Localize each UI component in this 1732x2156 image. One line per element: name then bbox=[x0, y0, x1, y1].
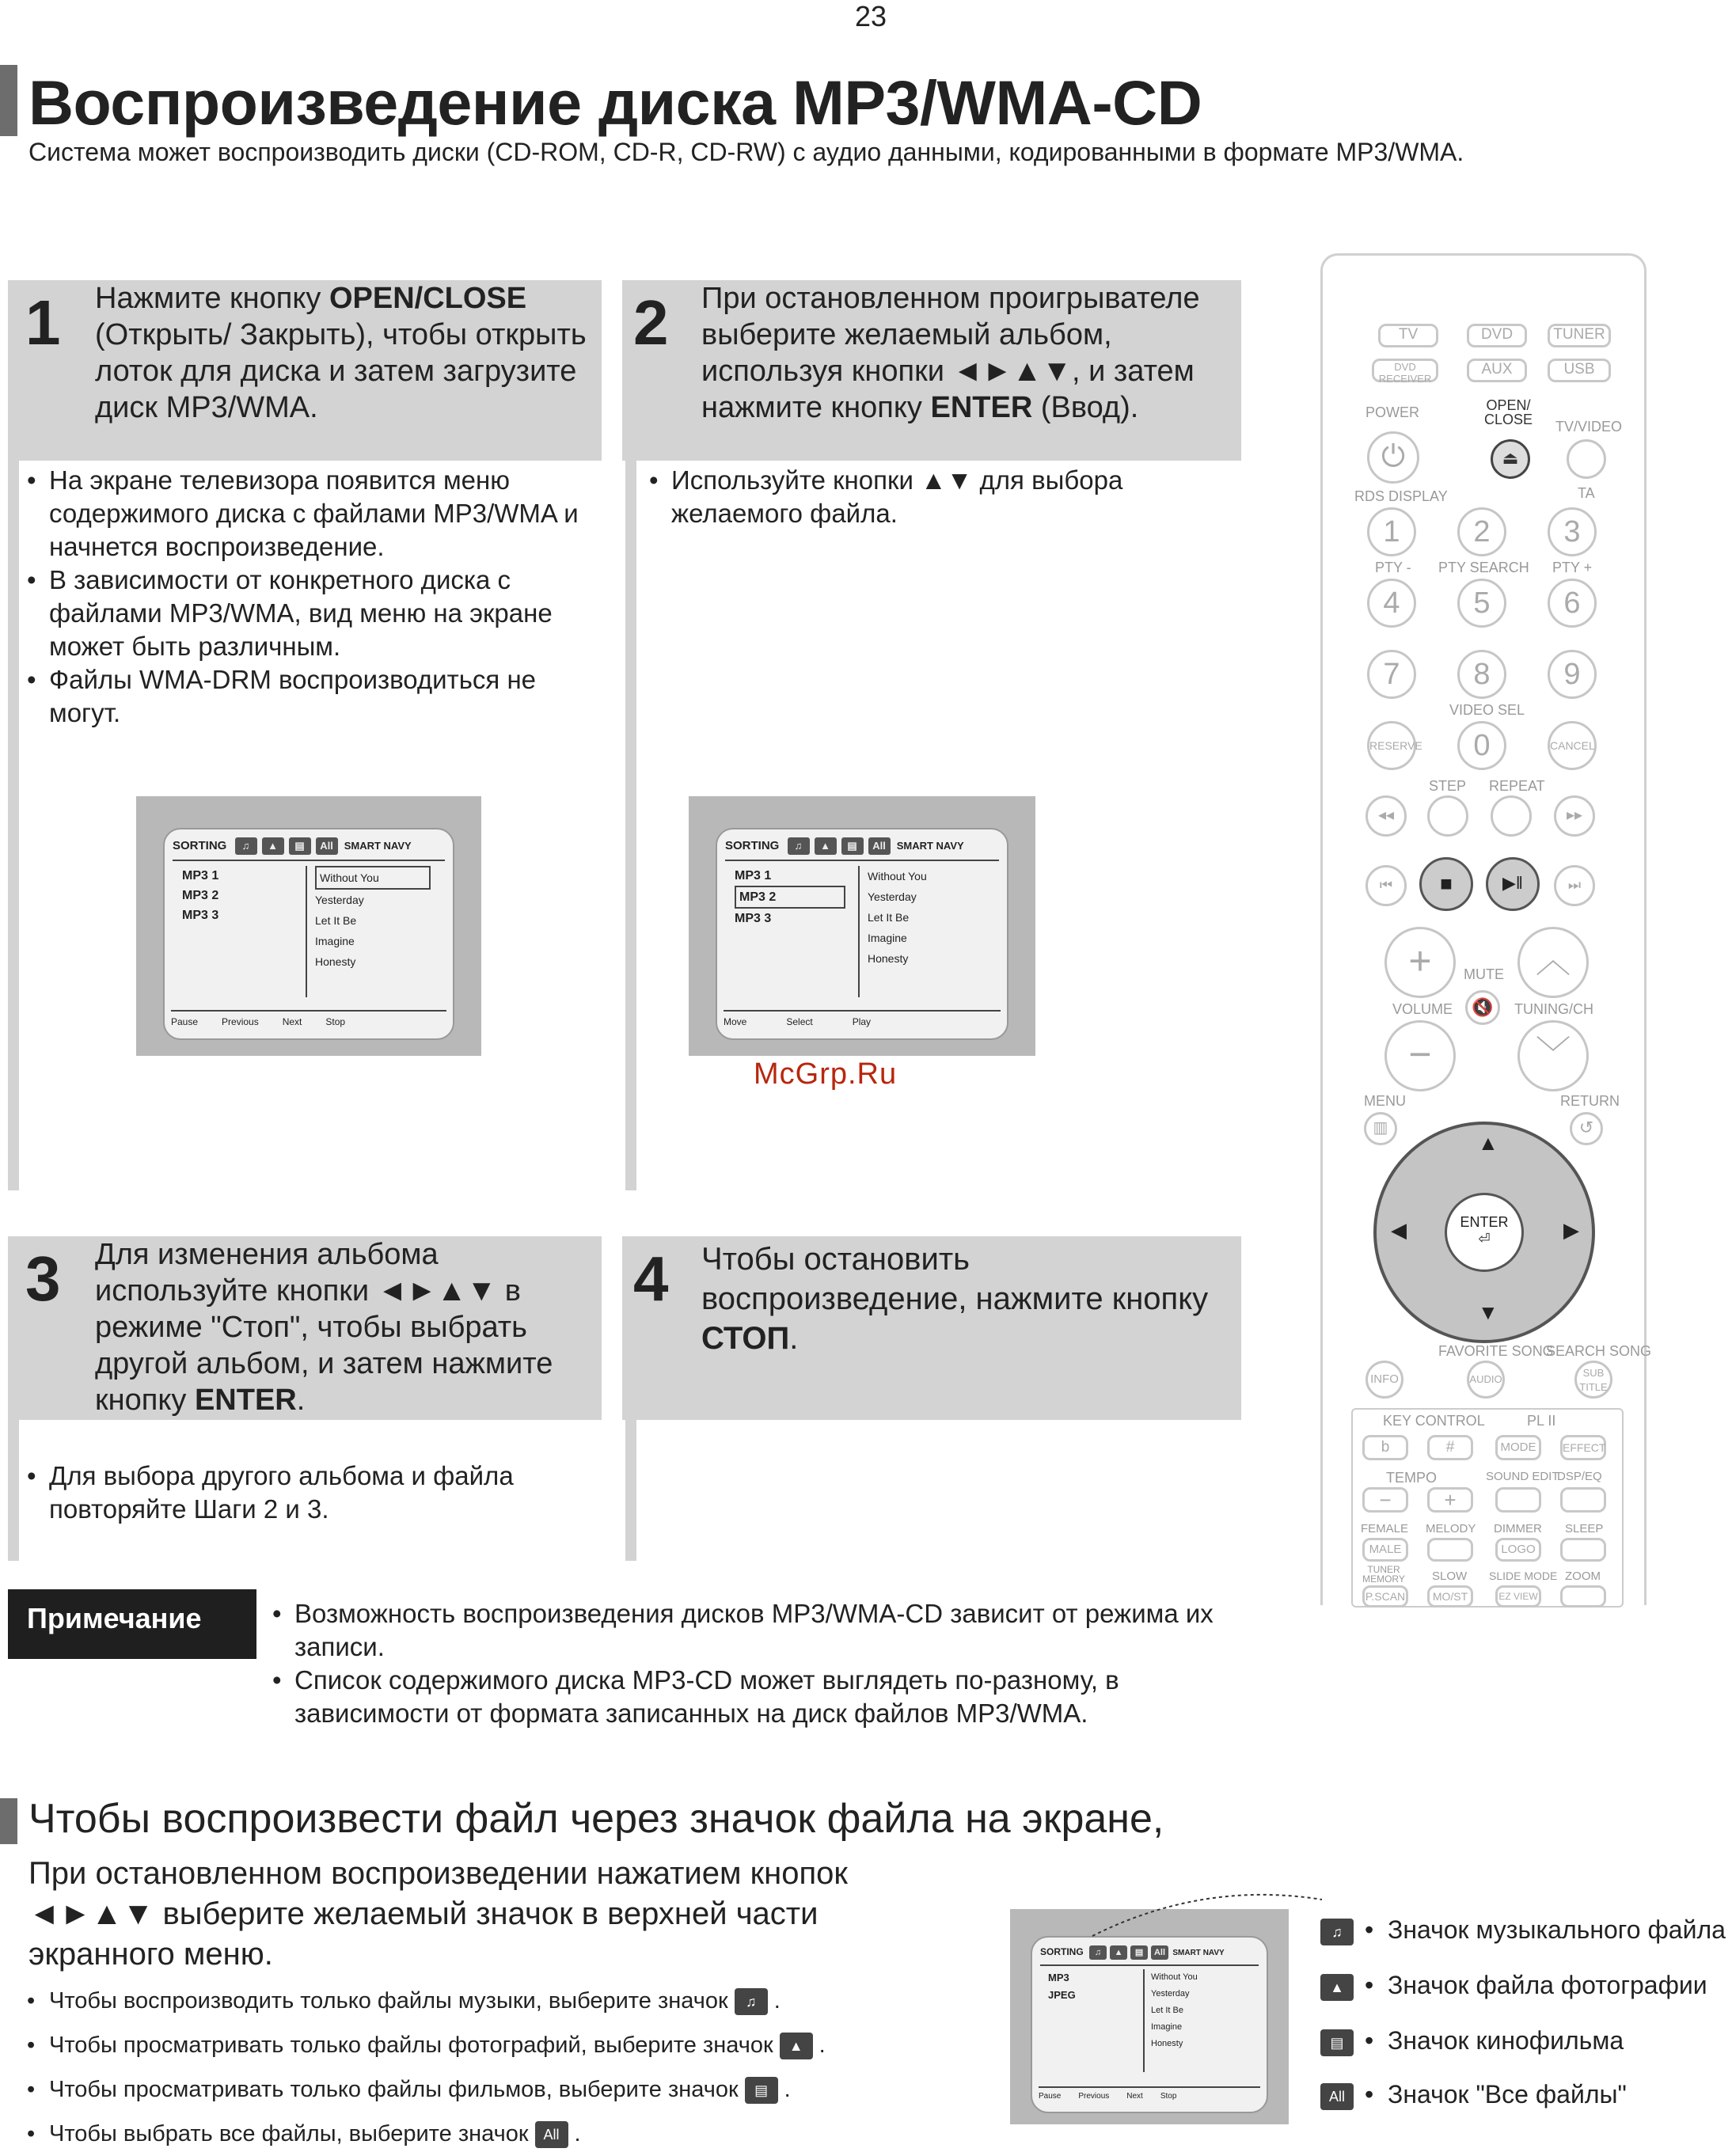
usb-button[interactable]: USB bbox=[1548, 359, 1611, 382]
music-icon: ♫ bbox=[1089, 1945, 1107, 1960]
movie-icon: ▤ bbox=[1320, 2029, 1354, 2056]
rds-display-label: RDS DISPLAY bbox=[1354, 488, 1448, 504]
return-label: RETURN bbox=[1560, 1093, 1620, 1109]
repeat-label: REPEAT bbox=[1489, 778, 1545, 794]
note-label: Примечание bbox=[8, 1589, 256, 1659]
sleep-button[interactable] bbox=[1560, 1538, 1606, 1562]
stop-button[interactable]: ■ bbox=[1419, 857, 1473, 911]
step-label: STEP bbox=[1429, 778, 1467, 794]
list-item: • Список содержимого диска MP3-CD может выглядеть по-разному, в зависимости от формата записанных на диск файлов MP3/WMA. bbox=[271, 1664, 1252, 1730]
all-icon: All bbox=[868, 837, 891, 855]
tv-video-button[interactable] bbox=[1567, 439, 1606, 479]
title-accent-bar bbox=[0, 65, 17, 136]
step2-text: При остановленном проигрывателе выберите желаемый альбом, используя кнопки ◄►▲▼, и затем нажмите кнопку ENTER (Ввод). bbox=[701, 282, 1200, 424]
song-item: Yesterday bbox=[868, 890, 917, 903]
list-item: • Чтобы воспроизводить только файлы музыки, выберите значок ♫ . bbox=[25, 1979, 991, 2023]
page-title: Воспроизведение диска MP3/WMA-CD bbox=[28, 67, 1202, 138]
movie-icon: ▤ bbox=[289, 837, 311, 855]
footer-previous: Previous bbox=[222, 1016, 259, 1027]
arrow-left-icon[interactable]: ◀ bbox=[1391, 1218, 1407, 1242]
repeat-button[interactable] bbox=[1491, 795, 1532, 837]
movie-icon: ▤ bbox=[841, 837, 864, 855]
footer-pause: Pause bbox=[171, 1016, 199, 1027]
tuning-label: TUNING/CH bbox=[1514, 1001, 1593, 1017]
all-icon: All bbox=[1151, 1945, 1168, 1960]
step2-number: 2 bbox=[633, 287, 669, 358]
step-button[interactable] bbox=[1427, 795, 1468, 837]
list-item: • На экране телевизора появится меню содержимого диска с файлами MP3/WMA и начнется воспроизведение. bbox=[25, 464, 611, 564]
power-label: POWER bbox=[1365, 404, 1420, 420]
digit-2-button[interactable]: 2 bbox=[1457, 507, 1506, 556]
list-item: • Чтобы просматривать только файлы фильмов, выберите значок ▤ . bbox=[25, 2067, 991, 2112]
melody-button[interactable] bbox=[1427, 1538, 1473, 1562]
movie-icon: ▤ bbox=[1130, 1945, 1148, 1960]
digit-3-button[interactable]: 3 bbox=[1548, 507, 1597, 556]
video-sel-label: VIDEO SEL bbox=[1449, 702, 1525, 718]
sorting-label: SORTING bbox=[173, 838, 227, 852]
all-icon: All bbox=[1320, 2083, 1354, 2110]
aux-button[interactable]: AUX bbox=[1467, 359, 1527, 382]
digit-7-button[interactable]: 7 bbox=[1367, 650, 1416, 699]
footer-next: Next bbox=[282, 1016, 302, 1027]
tv-button[interactable]: TV bbox=[1378, 324, 1438, 347]
photo-icon: ▲ bbox=[1110, 1945, 1127, 1960]
song-item: Imagine bbox=[868, 932, 907, 944]
search-song-label: SEARCH SONG bbox=[1546, 1343, 1652, 1359]
list-item: • Для выбора другого альбома и файла повторяйте Шаги 2 и 3. bbox=[25, 1459, 611, 1526]
music-icon: ♫ bbox=[235, 837, 257, 855]
section2-text: При остановленном воспроизведении нажатием кнопок ◄►▲▼ выберите желаемый значок в верхней части экранного меню. bbox=[28, 1856, 848, 1972]
note-bullets bbox=[271, 1597, 1252, 1730]
slide-mode-label: SLIDE MODE bbox=[1489, 1570, 1558, 1582]
song-item: Let It Be bbox=[315, 914, 357, 927]
effect-button[interactable]: EFFECT bbox=[1560, 1435, 1606, 1460]
dsp-eq-button[interactable] bbox=[1560, 1487, 1606, 1513]
tuning-down-button[interactable]: ﹀ bbox=[1517, 1020, 1589, 1091]
album-item: MP3 2 bbox=[735, 886, 845, 909]
album-item: MP3 2 bbox=[182, 889, 219, 902]
screen-2 bbox=[689, 796, 1035, 1056]
p-scan-button[interactable]: P.SCAN bbox=[1362, 1585, 1408, 1608]
male-button[interactable]: MALE bbox=[1362, 1538, 1408, 1562]
audio-button[interactable]: AUDIO bbox=[1467, 1361, 1505, 1399]
digit-5-button[interactable]: 5 bbox=[1457, 579, 1506, 628]
page-number: 23 bbox=[854, 0, 887, 32]
step1-number: 1 bbox=[25, 287, 61, 358]
smart-navy-label: SMART NAVY bbox=[1172, 1949, 1225, 1958]
enter-button[interactable]: ENTER ⏎ bbox=[1445, 1193, 1524, 1272]
previous-icon[interactable]: ⏮ bbox=[1365, 865, 1407, 906]
dsp-eq-label: DSP/EQ bbox=[1557, 1470, 1602, 1483]
digit-8-button[interactable]: 8 bbox=[1457, 650, 1506, 699]
legend-photo: ▲ • Значок файла фотографии bbox=[1320, 1971, 1707, 2001]
photo-icon: ▲ bbox=[262, 837, 284, 855]
mute-label: MUTE bbox=[1464, 966, 1504, 982]
footer-select: Select bbox=[786, 1016, 813, 1027]
song-item: Yesterday bbox=[315, 894, 364, 906]
play-pause-button[interactable]: ▶‖ bbox=[1486, 857, 1540, 911]
step3-box bbox=[8, 1236, 602, 1420]
logo-button[interactable]: LOGO bbox=[1495, 1538, 1541, 1562]
song-item: Yesterday bbox=[1151, 1989, 1190, 1998]
tempo-plus-button[interactable]: + bbox=[1427, 1487, 1473, 1513]
album-item: MP3 3 bbox=[182, 909, 219, 922]
step4-box bbox=[622, 1236, 1241, 1420]
music-icon: ♫ bbox=[1320, 1919, 1354, 1945]
step3-text: Для изменения альбома используйте кнопки ◄►▲▼ в режиме "Стоп", чтобы выбрать другой альбом, и затем нажмите кнопку ENTER. bbox=[95, 1238, 553, 1417]
footer-move: Move bbox=[724, 1016, 747, 1027]
power-button[interactable]: ⏻ bbox=[1367, 431, 1419, 484]
pty-plus-label: PTY + bbox=[1552, 560, 1593, 575]
mute-icon[interactable]: 🔇 bbox=[1465, 990, 1500, 1025]
song-item: Without You bbox=[1151, 1972, 1198, 1982]
step1-text: Нажмите кнопку OPEN/CLOSE (Открыть/ Закрыть), чтобы открыть лоток для диска и затем загрузите диск MP3/WMA. bbox=[95, 282, 587, 424]
smart-navy-label: SMART NAVY bbox=[344, 839, 412, 852]
dvd-receiver-button[interactable]: DVD RECEIVER bbox=[1372, 359, 1438, 382]
music-icon: ♫ bbox=[788, 837, 810, 855]
volume-down-button[interactable]: − bbox=[1384, 1020, 1456, 1091]
list-item: • Чтобы выбрать все файлы, выберите значок All . bbox=[25, 2112, 991, 2156]
callout-dotted-line bbox=[1084, 1888, 1338, 1944]
remote-control bbox=[1320, 253, 1652, 1605]
female-label: FEMALE bbox=[1361, 1522, 1409, 1535]
step2-bullets bbox=[648, 464, 1233, 530]
menu-label: MENU bbox=[1364, 1093, 1406, 1109]
dvd-button[interactable]: DVD bbox=[1467, 324, 1527, 347]
photo-icon: ▲ bbox=[815, 837, 837, 855]
volume-label: VOLUME bbox=[1392, 1001, 1453, 1017]
melody-label: MELODY bbox=[1426, 1522, 1476, 1535]
list-item: • Файлы WMA-DRM воспроизводиться не могут. bbox=[25, 663, 611, 730]
digit-4-button[interactable]: 4 bbox=[1367, 579, 1416, 628]
song-item: Imagine bbox=[1151, 2022, 1183, 2032]
sleep-label: SLEEP bbox=[1565, 1522, 1604, 1535]
arrow-up-icon[interactable]: ▲ bbox=[1478, 1131, 1498, 1155]
volume-up-button[interactable]: + bbox=[1384, 927, 1456, 998]
open-close-label: OPEN/ CLOSE bbox=[1484, 397, 1533, 427]
tv-video-label: TV/VIDEO bbox=[1555, 419, 1623, 435]
page-subtitle: Система может воспроизводить диски (CD-ROM, CD-R, CD-RW) с аудио данными, кодированными в формате MP3/WMA. bbox=[28, 138, 1464, 166]
section2-accent-bar bbox=[0, 1798, 17, 1844]
section2-title: Чтобы воспроизвести файл через значок файла на экране, bbox=[28, 1796, 1164, 1842]
return-icon[interactable]: ↺ bbox=[1570, 1112, 1603, 1145]
song-item: Imagine bbox=[315, 935, 355, 947]
song-item: Honesty bbox=[1151, 2039, 1183, 2048]
zoom-button[interactable] bbox=[1560, 1585, 1606, 1608]
digit-9-button[interactable]: 9 bbox=[1548, 650, 1597, 699]
legend-music: ♫ • Значок музыкального файла bbox=[1320, 1915, 1726, 1945]
menu-icon[interactable]: ▥ bbox=[1364, 1112, 1397, 1145]
info-button[interactable]: INFO bbox=[1365, 1361, 1403, 1399]
tuner-button[interactable]: TUNER bbox=[1548, 324, 1611, 347]
song-item: Let It Be bbox=[868, 911, 910, 924]
tuning-up-button[interactable]: ︿ bbox=[1517, 927, 1589, 998]
song-item: Honesty bbox=[315, 955, 356, 968]
all-icon: All bbox=[316, 837, 338, 855]
sound-edit-button[interactable] bbox=[1495, 1487, 1541, 1513]
movie-icon: ▤ bbox=[745, 2077, 778, 2104]
arrow-down-icon[interactable]: ▼ bbox=[1478, 1300, 1498, 1324]
subtitle-button[interactable]: SUB TITLE bbox=[1574, 1361, 1612, 1399]
open-close-button[interactable]: ⏏ bbox=[1491, 439, 1530, 479]
smart-navy-label: SMART NAVY bbox=[896, 839, 964, 852]
step3-number: 3 bbox=[25, 1243, 61, 1314]
all-icon: All bbox=[535, 2121, 568, 2148]
step1-bullets bbox=[25, 464, 611, 730]
tuner-memory-label: TUNER MEMORY bbox=[1362, 1564, 1405, 1585]
legend-movie: ▤ • Значок кинофильма bbox=[1320, 2026, 1624, 2056]
step3-bullets bbox=[25, 1459, 611, 1526]
rewind-icon[interactable]: ◂◂ bbox=[1365, 795, 1407, 837]
dimmer-label: DIMMER bbox=[1494, 1522, 1542, 1535]
ta-label: TA bbox=[1578, 485, 1595, 501]
album-item: MP3 1 bbox=[182, 869, 219, 883]
song-item: Honesty bbox=[868, 952, 909, 965]
footer-stop: Stop bbox=[325, 1016, 346, 1027]
cancel-button[interactable]: CANCEL bbox=[1548, 721, 1597, 770]
slow-label: SLOW bbox=[1432, 1570, 1468, 1583]
arrow-right-icon[interactable]: ▶ bbox=[1563, 1218, 1579, 1242]
key-control-label: KEY CONTROL bbox=[1383, 1413, 1485, 1429]
mo-st-button[interactable]: MO/ST bbox=[1427, 1585, 1473, 1608]
step1-box bbox=[8, 280, 602, 461]
mode-button[interactable]: MODE bbox=[1495, 1435, 1541, 1460]
footer-stop: Stop bbox=[1160, 2092, 1177, 2101]
tempo-label: TEMPO bbox=[1386, 1470, 1438, 1486]
album-item: JPEG bbox=[1048, 1989, 1076, 2001]
step4-text: Чтобы остановить воспроизведение, нажмите кнопку СТОП. bbox=[701, 1242, 1209, 1356]
pl2-label: PL II bbox=[1527, 1413, 1556, 1429]
sound-edit-label: SOUND EDIT bbox=[1486, 1470, 1559, 1483]
next-icon[interactable]: ⏭ bbox=[1554, 865, 1595, 906]
photo-icon: ▲ bbox=[780, 2033, 813, 2059]
step4-number: 4 bbox=[633, 1243, 669, 1314]
album-item: MP3 bbox=[1048, 1972, 1069, 1983]
list-item: • Чтобы просматривать только файлы фотографий, выберите значок ▲ . bbox=[25, 2023, 991, 2067]
song-item: Without You bbox=[315, 866, 431, 890]
step2-box bbox=[622, 280, 1241, 461]
digit-6-button[interactable]: 6 bbox=[1548, 579, 1597, 628]
reserve-button[interactable]: RESERVE bbox=[1367, 721, 1416, 770]
list-item: • Возможность воспроизведения дисков MP3/WMA-CD зависит от режима их записи. bbox=[271, 1597, 1252, 1664]
list-item: • В зависимости от конкретного диска с файлами MP3/WMA, вид меню на экране может быть различным. bbox=[25, 564, 611, 663]
section2-bullets bbox=[25, 1979, 991, 2156]
photo-icon: ▲ bbox=[1320, 1974, 1354, 2001]
screen-1 bbox=[136, 796, 481, 1056]
music-icon: ♫ bbox=[735, 1988, 768, 2015]
digit-0-button[interactable]: 0 bbox=[1457, 721, 1506, 770]
list-item: • Используйте кнопки ▲▼ для выбора желаемого файла. bbox=[648, 464, 1233, 530]
footer-next: Next bbox=[1126, 2092, 1143, 2101]
sorting-label: SORTING bbox=[725, 838, 780, 852]
key-sharp-button[interactable]: # bbox=[1427, 1435, 1473, 1460]
digit-1-button[interactable]: 1 bbox=[1367, 507, 1416, 556]
key-flat-button[interactable]: b bbox=[1362, 1435, 1408, 1460]
tempo-minus-button[interactable]: − bbox=[1362, 1487, 1408, 1513]
favorite-song-label: FAVORITE SONG bbox=[1438, 1343, 1554, 1359]
footer-play: Play bbox=[852, 1016, 872, 1027]
song-item: Let It Be bbox=[1151, 2006, 1183, 2015]
pty-search-label: PTY SEARCH bbox=[1438, 560, 1529, 575]
zoom-label: ZOOM bbox=[1565, 1570, 1601, 1583]
pty-minus-label: PTY - bbox=[1375, 560, 1411, 575]
footer-previous: Previous bbox=[1078, 2092, 1110, 2101]
sorting-label: SORTING bbox=[1040, 1946, 1084, 1958]
fast-forward-icon[interactable]: ▸▸ bbox=[1554, 795, 1595, 837]
album-item: MP3 3 bbox=[735, 912, 772, 925]
album-item: MP3 1 bbox=[735, 869, 772, 883]
song-item: Without You bbox=[868, 870, 927, 883]
watermark: McGrp.Ru bbox=[754, 1057, 898, 1091]
legend-all: All • Значок "Все файлы" bbox=[1320, 2080, 1627, 2110]
ez-view-button[interactable]: EZ VIEW bbox=[1495, 1585, 1541, 1608]
footer-pause: Pause bbox=[1039, 2092, 1062, 2101]
